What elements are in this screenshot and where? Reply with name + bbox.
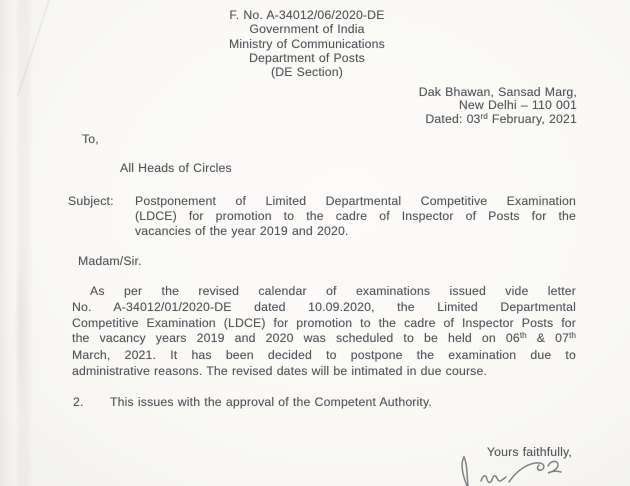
- date-prefix: Dated: 03: [425, 111, 481, 126]
- date-ordinal-superscript: th: [569, 331, 576, 341]
- sender-address-line2: New Delhi – 110 001: [458, 98, 577, 113]
- paragraph-text: This issues with the approval of the Competent Authority.: [110, 395, 432, 409]
- org-line-department: Department of Posts: [249, 50, 365, 65]
- subject-line: vacancies of the year 2019 and 2020.: [135, 224, 349, 239]
- subject-line: (LDCE) for promotion to the cadre of Inspector of Posts for the: [135, 209, 576, 224]
- letter-date: [419, 113, 577, 127]
- body-line: administrative reasons. The revised dates will be intimated in due course.: [72, 363, 488, 378]
- body-line: [72, 331, 576, 348]
- sender-address-line1: Dak Bhawan, Sansad Marg,: [418, 85, 577, 99]
- org-line-government: Government of India: [249, 22, 365, 37]
- body-line-text: the vacancy years 2019 and 2020 was scheduled to be held on 06: [72, 331, 520, 346]
- date-ordinal-superscript: rd: [480, 111, 488, 121]
- subject-text: [135, 194, 576, 240]
- org-line-ministry: Ministry of Communications: [229, 36, 385, 51]
- to-label: To,: [82, 132, 99, 146]
- subject-line: Postponement of Limited Departmental Competitive Examination: [135, 194, 576, 208]
- valediction: Yours faithfully,: [486, 445, 572, 459]
- body-line: No. A-34012/01/2020-DE dated 10.09.2020, the Limited Departmental: [72, 299, 576, 314]
- file-number: F. No. A-34012/06/2020-DE: [229, 8, 385, 22]
- date-ordinal-superscript: th: [519, 331, 527, 341]
- body-line: March, 2021. It has been decided to postpone the examination due to: [72, 348, 576, 363]
- paragraph-number: 2.: [73, 395, 84, 409]
- body-line: Competitive Examination (LDCE) for promotion to the cadre of Inspector Posts for: [72, 315, 576, 330]
- body-line: As per the revised calendar of examinations issued vide letter: [90, 284, 576, 298]
- body-paragraph-1: [72, 284, 576, 380]
- letterhead: [0, 8, 614, 79]
- subject-label: Subject:: [68, 194, 114, 208]
- org-line-section: (DE Section): [270, 65, 343, 80]
- subject-block: [68, 194, 576, 240]
- salutation: Madam/Sir.: [78, 254, 142, 268]
- body-line-text: & 07: [526, 331, 570, 346]
- scan-artifact-smudge: [14, 230, 28, 420]
- addressee: All Heads of Circles: [120, 161, 232, 175]
- body-paragraph-2: [73, 395, 432, 409]
- signature-scribble-icon: [447, 454, 581, 486]
- date-suffix: February, 2021: [487, 111, 577, 126]
- sender-address-block: [419, 86, 577, 127]
